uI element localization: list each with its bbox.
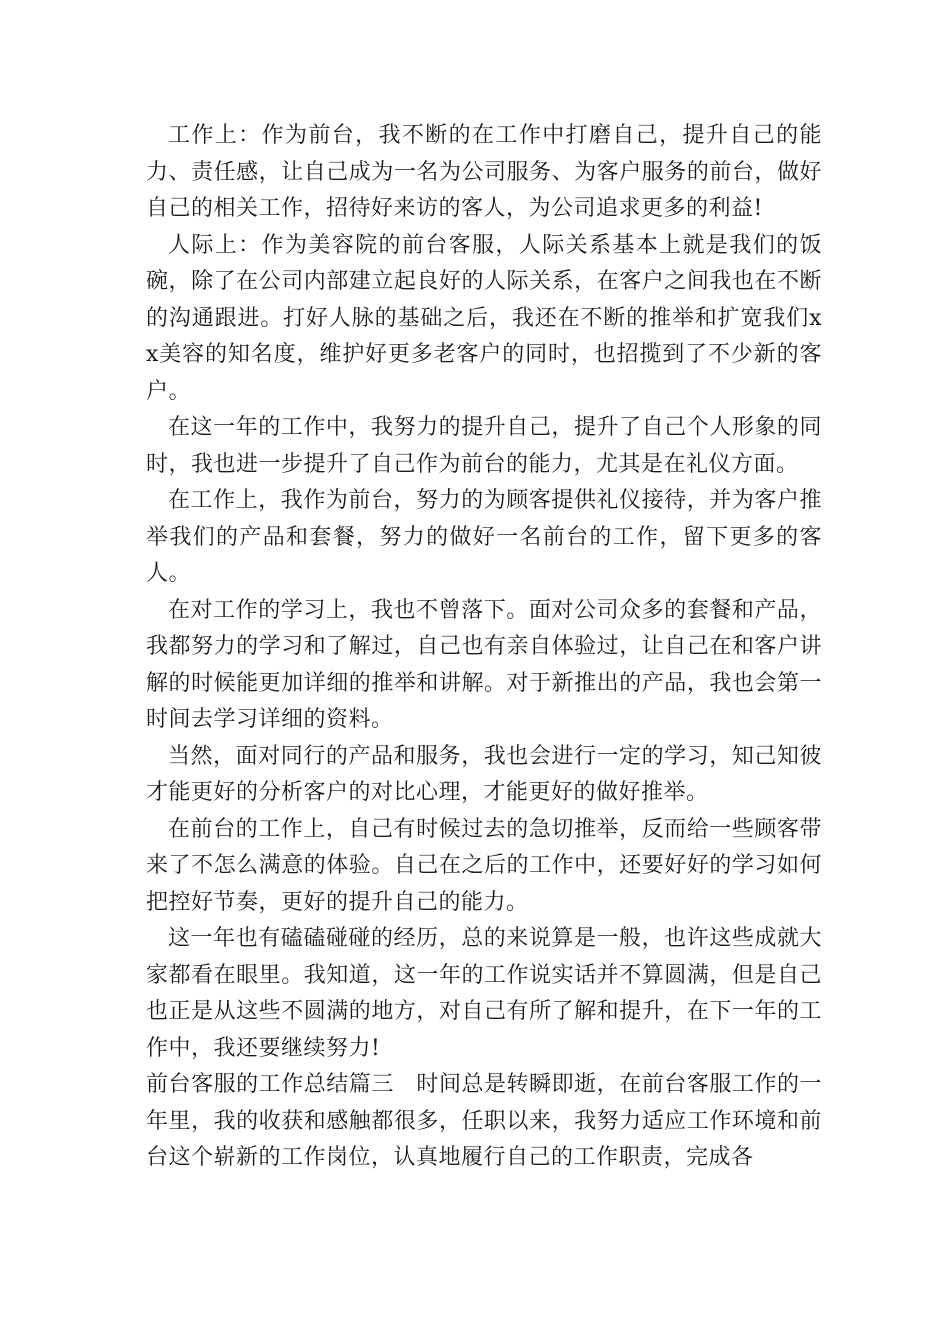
document-body [146,118,822,1177]
paragraph-competitors: 当然，面对同行的产品和服务，我也会进行一定的学习，知己知彼才能更好的分析客户的对比心理，才能更好的做好推举。 [146,743,822,805]
paragraph-learning: 在对工作的学习上，我也不曾落下。面对公司众多的套餐和产品，我都努力的学习和了解过，自己也有亲自体验过，让自己在和客户讲解的时候能更加详细的推举和讲解。对于新推出的产品，我也会第一时间去学习详细的资料。 [146,597,822,732]
paragraph-section-three: 前台客服的工作总结篇三 时间总是转瞬即逝，在前台客服工作的一年里，我的收获和感触都很多，任职以来，我努力适应工作环境和前台这个崭新的工作岗位，认真地履行自己的工作职责，完成各 [146,1072,822,1170]
paragraph-year-summary: 这一年也有磕磕碰碰的经历，总的来说算是一般，也许这些成就大家都看在眼里。我知道，这一年的工作说实话并不算圆满，但是自己也正是从这些不圆满的地方，对自己有所了解和提升，在下一年的工作中，我还要继续努力! [146,926,822,1061]
paragraph-relationships: 人际上：作为美容院的前台客服，人际关系基本上就是我们的饭碗，除了在公司内部建立起良好的人际关系，在客户之间我也在不断的沟通跟进。打好人脉的基础之后，我还在不断的推举和扩宽我们xx美容的知名度，维护好更多老客户的同时，也招揽到了不少新的客户。 [146,232,822,404]
paragraph-self-improvement: 在这一年的工作中，我努力的提升自己，提升了自己个人形象的同时，我也进一步提升了自己作为前台的能力，尤其是在礼仪方面。 [146,415,822,477]
paragraph-work: 工作上：作为前台，我不断的在工作中打磨自己，提升自己的能力、责任感，让自己成为一名为公司服务、为客户服务的前台，做好自己的相关工作，招待好来访的客人，为公司追求更多的利益! [146,123,822,221]
paragraph-reception-work: 在工作上，我作为前台，努力的为顾客提供礼仪接待，并为客户推举我们的产品和套餐，努力的做好一名前台的工作，留下更多的客人。 [146,488,822,586]
paragraph-shortcomings: 在前台的工作上，自己有时候过去的急切推举，反而给一些顾客带来了不怎么满意的体验。自己在之后的工作中，还要好好的学习如何把控好节奏，更好的提升自己的能力。 [146,816,822,915]
